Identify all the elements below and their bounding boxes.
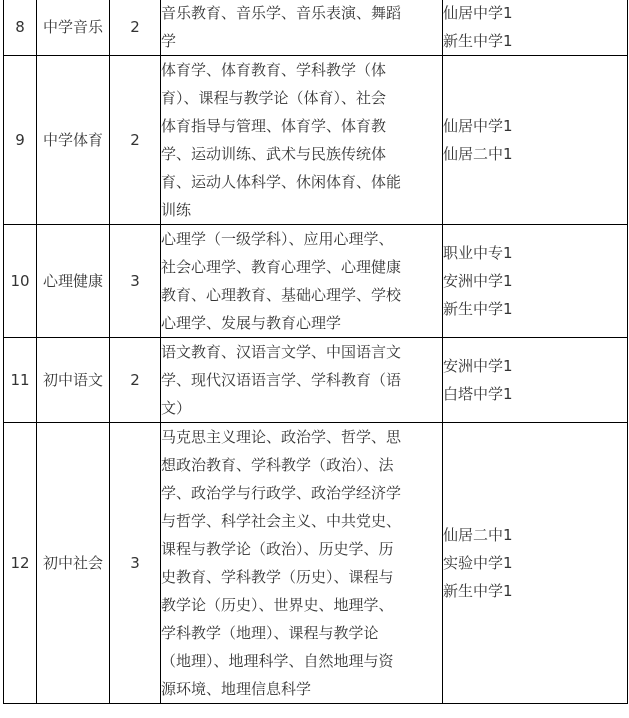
subject-cell: 中学音乐 xyxy=(37,0,110,56)
school-line: 仙居中学1 xyxy=(443,4,513,22)
school-line: 实验中学1 xyxy=(443,554,513,572)
major-line: 学、现代汉语语言学、学科教育（语 xyxy=(161,371,402,389)
table-row xyxy=(4,225,628,338)
schools-cell xyxy=(443,338,628,423)
school-line: 新生中学1 xyxy=(443,32,513,50)
major-line: 音乐教育、音乐学、音乐表演、舞蹈 xyxy=(161,4,402,22)
major-line: 与哲学、科学社会主义、中共党史、 xyxy=(161,512,402,530)
table-row xyxy=(4,0,628,56)
major-line: 课程与教学论（政治）、历史学、历 xyxy=(161,540,394,558)
major-line: 学、政治学与行政学、政治学经济学 xyxy=(161,484,402,502)
school-line: 白塔中学1 xyxy=(443,385,513,403)
majors-cell xyxy=(161,56,443,225)
count-cell: 2 xyxy=(110,56,161,225)
school-line: 新生中学1 xyxy=(443,300,513,318)
school-line: 仙居二中1 xyxy=(443,526,513,544)
schools-cell xyxy=(443,56,628,225)
row-number-cell: 12 xyxy=(4,423,37,704)
school-line: 新生中学1 xyxy=(443,582,513,600)
major-line: 教育、心理教育、基础心理学、学校 xyxy=(161,286,402,304)
school-line: 安洲中学1 xyxy=(443,272,513,290)
major-line: 体育学、体育教育、学科教学（体 xyxy=(161,61,387,79)
schools-cell xyxy=(443,225,628,338)
major-line: 学科教学（地理）、课程与教学论 xyxy=(161,624,379,642)
major-line: 文） xyxy=(161,399,192,417)
count-cell: 2 xyxy=(110,338,161,423)
major-line: 马克思主义理论、政治学、哲学、思 xyxy=(161,428,402,446)
majors-cell xyxy=(161,338,443,423)
major-line: 训练 xyxy=(161,201,192,219)
major-line: 体育指导与管理、体育学、体育教 xyxy=(161,117,387,135)
major-line: 心理学（一级学科）、应用心理学、 xyxy=(161,230,394,248)
majors-cell xyxy=(161,0,443,56)
major-line: 心理学、发展与教育心理学 xyxy=(161,314,342,332)
major-line: 育）、课程与教学论（体育）、社会 xyxy=(161,89,387,107)
majors-cell xyxy=(161,225,443,338)
row-number-cell: 10 xyxy=(4,225,37,338)
school-line: 仙居二中1 xyxy=(443,145,513,163)
subject-cell: 初中社会 xyxy=(37,423,110,704)
count-cell: 3 xyxy=(110,225,161,338)
count-cell: 3 xyxy=(110,423,161,704)
major-line: （地理）、地理科学、自然地理与资 xyxy=(161,652,394,670)
table-body xyxy=(4,0,628,704)
table-row xyxy=(4,56,628,225)
recruitment-table xyxy=(3,0,628,704)
subject-cell: 中学体育 xyxy=(37,56,110,225)
school-line: 职业中专1 xyxy=(443,244,513,262)
major-line: 语文教育、汉语言文学、中国语言文 xyxy=(161,343,402,361)
table-row xyxy=(4,423,628,704)
row-number-cell: 11 xyxy=(4,338,37,423)
school-line: 安洲中学1 xyxy=(443,357,513,375)
major-line: 学 xyxy=(161,32,177,50)
schools-cell xyxy=(443,0,628,56)
major-line: 史教育、学科教学（历史）、课程与 xyxy=(161,568,394,586)
row-number-cell: 9 xyxy=(4,56,37,225)
schools-cell xyxy=(443,423,628,704)
majors-cell xyxy=(161,423,443,704)
school-line: 仙居中学1 xyxy=(443,117,513,135)
major-line: 源环境、地理信息科学 xyxy=(161,680,312,698)
major-line: 育、运动人体科学、休闲体育、体能 xyxy=(161,173,402,191)
major-line: 教学论（历史）、世界史、地理学、 xyxy=(161,596,394,614)
subject-cell: 初中语文 xyxy=(37,338,110,423)
major-line: 想政治教育、学科教学（政治）、法 xyxy=(161,456,394,474)
count-cell: 2 xyxy=(110,0,161,56)
major-line: 社会心理学、教育心理学、心理健康 xyxy=(161,258,402,276)
major-line: 学、运动训练、武术与民族传统体 xyxy=(161,145,387,163)
subject-cell: 心理健康 xyxy=(37,225,110,338)
table-row xyxy=(4,338,628,423)
row-number-cell: 8 xyxy=(4,0,37,56)
